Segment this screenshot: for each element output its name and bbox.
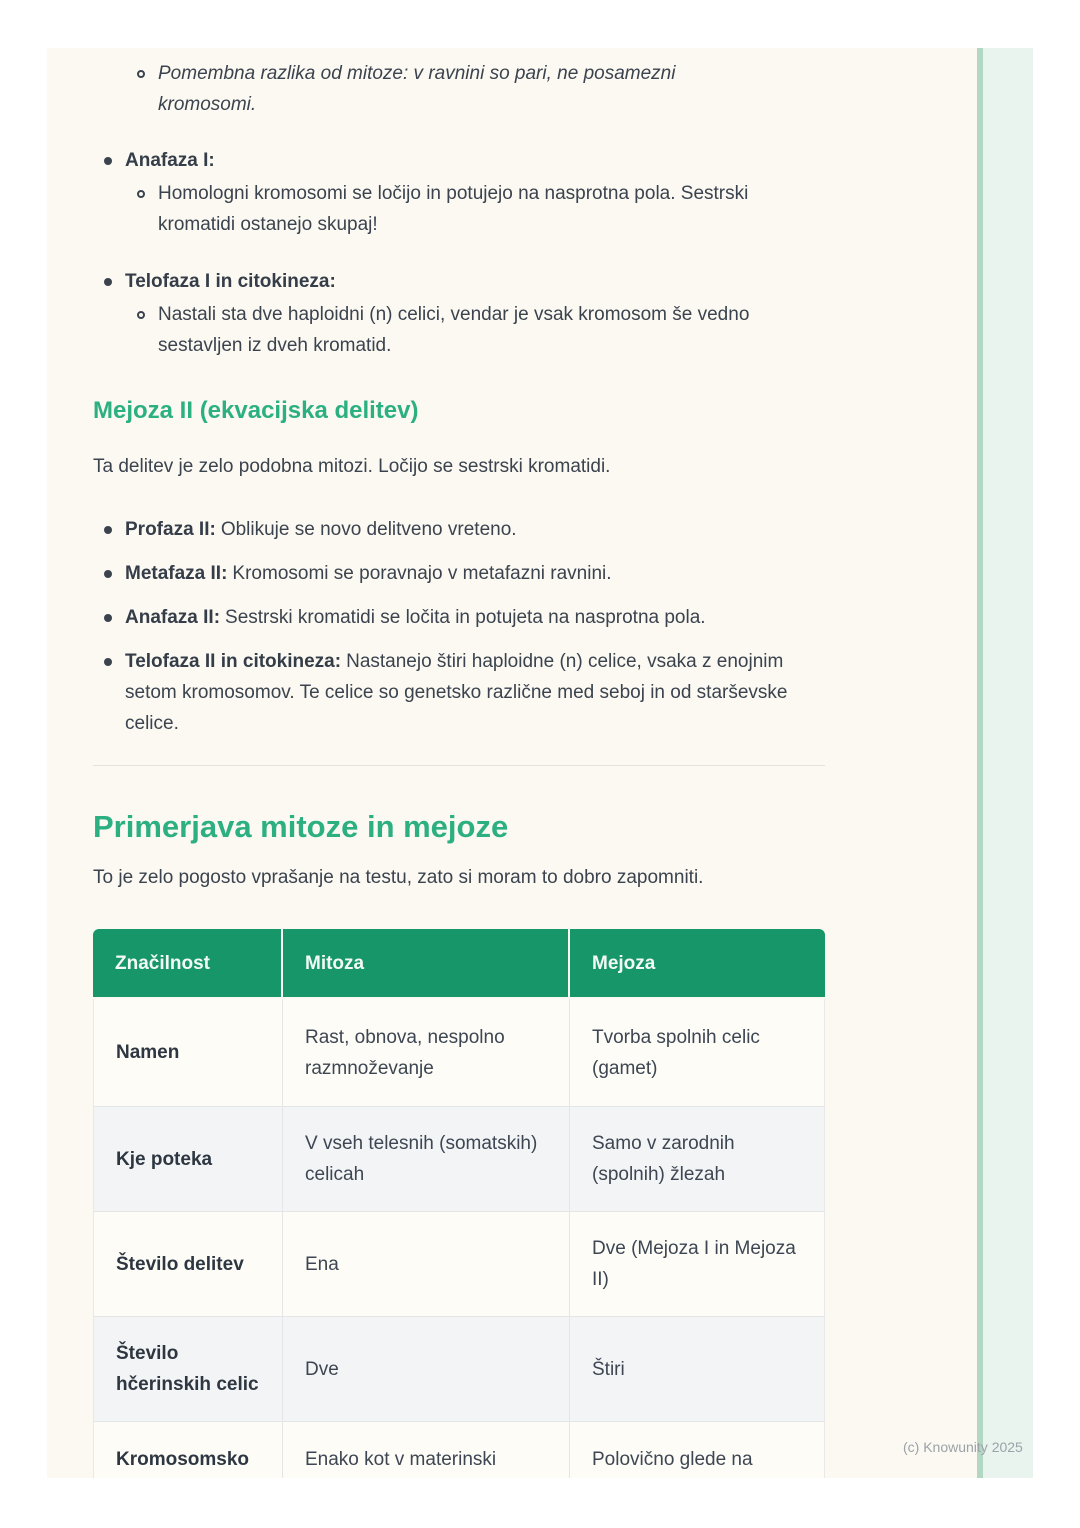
list-item — [93, 299, 825, 361]
table-header — [93, 929, 825, 999]
phase-label: Anafaza II: — [125, 607, 221, 628]
phase-description: Kromosomi se poravnajo v metafazni ravnini. — [232, 563, 612, 584]
table-cell: Samo v zarodnih (spolnih) žlezah — [570, 1107, 825, 1212]
table-row — [93, 1422, 825, 1478]
notes-content — [93, 48, 825, 1478]
list-item — [93, 145, 825, 176]
phase-description: Nastanejo štiri haploidne (n) celice, vsaka z enojnim setom kromosomov. Te celice so genetsko različne med seboj in od starševske celice. — [125, 651, 788, 734]
phase-description: Nastali sta dve haploidni (n) celici, vendar je vsak kromosom še vedno sestavljen iz dveh kromatid. — [158, 304, 750, 356]
row-label: Kje poteka — [93, 1107, 283, 1212]
list-item — [93, 514, 825, 545]
row-label: Kromosomsko — [93, 1422, 283, 1478]
side-accent-stripe — [977, 48, 1033, 1478]
row-label: Število hčerinskih celic — [93, 1317, 283, 1422]
dot-bullet-icon — [104, 614, 112, 622]
phase-label: Telofaza II in citokineza: — [125, 651, 342, 672]
circle-bullet-icon — [137, 190, 145, 198]
paper-sheet — [47, 48, 977, 1478]
table-cell: Enako kot v materinski — [283, 1422, 570, 1478]
table-cell: Dve (Mejoza I in Mejoza II) — [570, 1212, 825, 1317]
dot-bullet-icon — [104, 278, 112, 286]
dot-bullet-icon — [104, 658, 112, 666]
table-cell: Polovično glede na — [570, 1422, 825, 1478]
circle-bullet-icon — [137, 70, 145, 78]
phase-label: Telofaza I in citokineza: — [125, 271, 336, 292]
phase-label: Metafaza II: — [125, 563, 228, 584]
circle-bullet-icon — [137, 311, 145, 319]
table-cell: Rast, obnova, nespolno razmnoževanje — [283, 999, 570, 1107]
section-divider — [93, 765, 825, 766]
phase-description: Sestrski kromatidi se ločita in potujeta na nasprotna pola. — [225, 607, 706, 628]
list-item — [93, 178, 825, 240]
table-cell: V vseh telesnih (somatskih) celicah — [283, 1107, 570, 1212]
column-header: Mejoza — [570, 929, 825, 999]
table-cell: Dve — [283, 1317, 570, 1422]
dot-bullet-icon — [104, 526, 112, 534]
table-row — [93, 1212, 825, 1317]
dot-bullet-icon — [104, 570, 112, 578]
row-label: Namen — [93, 999, 283, 1107]
section-heading-comparison: Primerjava mitoze in mejoze — [93, 809, 509, 844]
comparison-table — [93, 929, 825, 1478]
section-heading-mejoza2: Mejoza II (ekvacijska delitev) — [93, 397, 419, 424]
table-cell: Štiri — [570, 1317, 825, 1422]
note-text: Pomembna razlika od mitoze: v ravnini so pari, ne posamezni kromosomi. — [158, 63, 676, 115]
table-row — [93, 999, 825, 1107]
table-row — [93, 1317, 825, 1422]
list-item — [93, 58, 825, 120]
row-label: Število delitev — [93, 1212, 283, 1317]
list-item — [93, 266, 825, 297]
section-intro: Ta delitev je zelo podobna mitozi. Ločijo se sestrski kromatidi. — [93, 456, 611, 477]
column-header: Značilnost — [93, 929, 283, 999]
list-item — [93, 558, 825, 589]
table-cell: Tvorba spolnih celic (gamet) — [570, 999, 825, 1107]
table-row — [93, 1107, 825, 1212]
list-item — [93, 602, 825, 633]
column-header: Mitoza — [283, 929, 570, 999]
table-cell: Ena — [283, 1212, 570, 1317]
phase-description: Oblikuje se novo delitveno vreteno. — [220, 519, 517, 540]
phase-label: Anafaza I: — [125, 150, 215, 171]
list-item — [93, 646, 825, 739]
phase-label: Profaza II: — [125, 519, 216, 540]
phase-description: Homologni kromosomi se ločijo in potujejo na nasprotna pola. Sestrski kromatidi ostanejo skupaj! — [158, 183, 749, 235]
watermark: (c) Knowunity 2025 — [903, 1439, 1023, 1455]
dot-bullet-icon — [104, 157, 112, 165]
comparison-intro: To je zelo pogosto vprašanje na testu, zato si moram to dobro zapomniti. — [93, 867, 704, 888]
